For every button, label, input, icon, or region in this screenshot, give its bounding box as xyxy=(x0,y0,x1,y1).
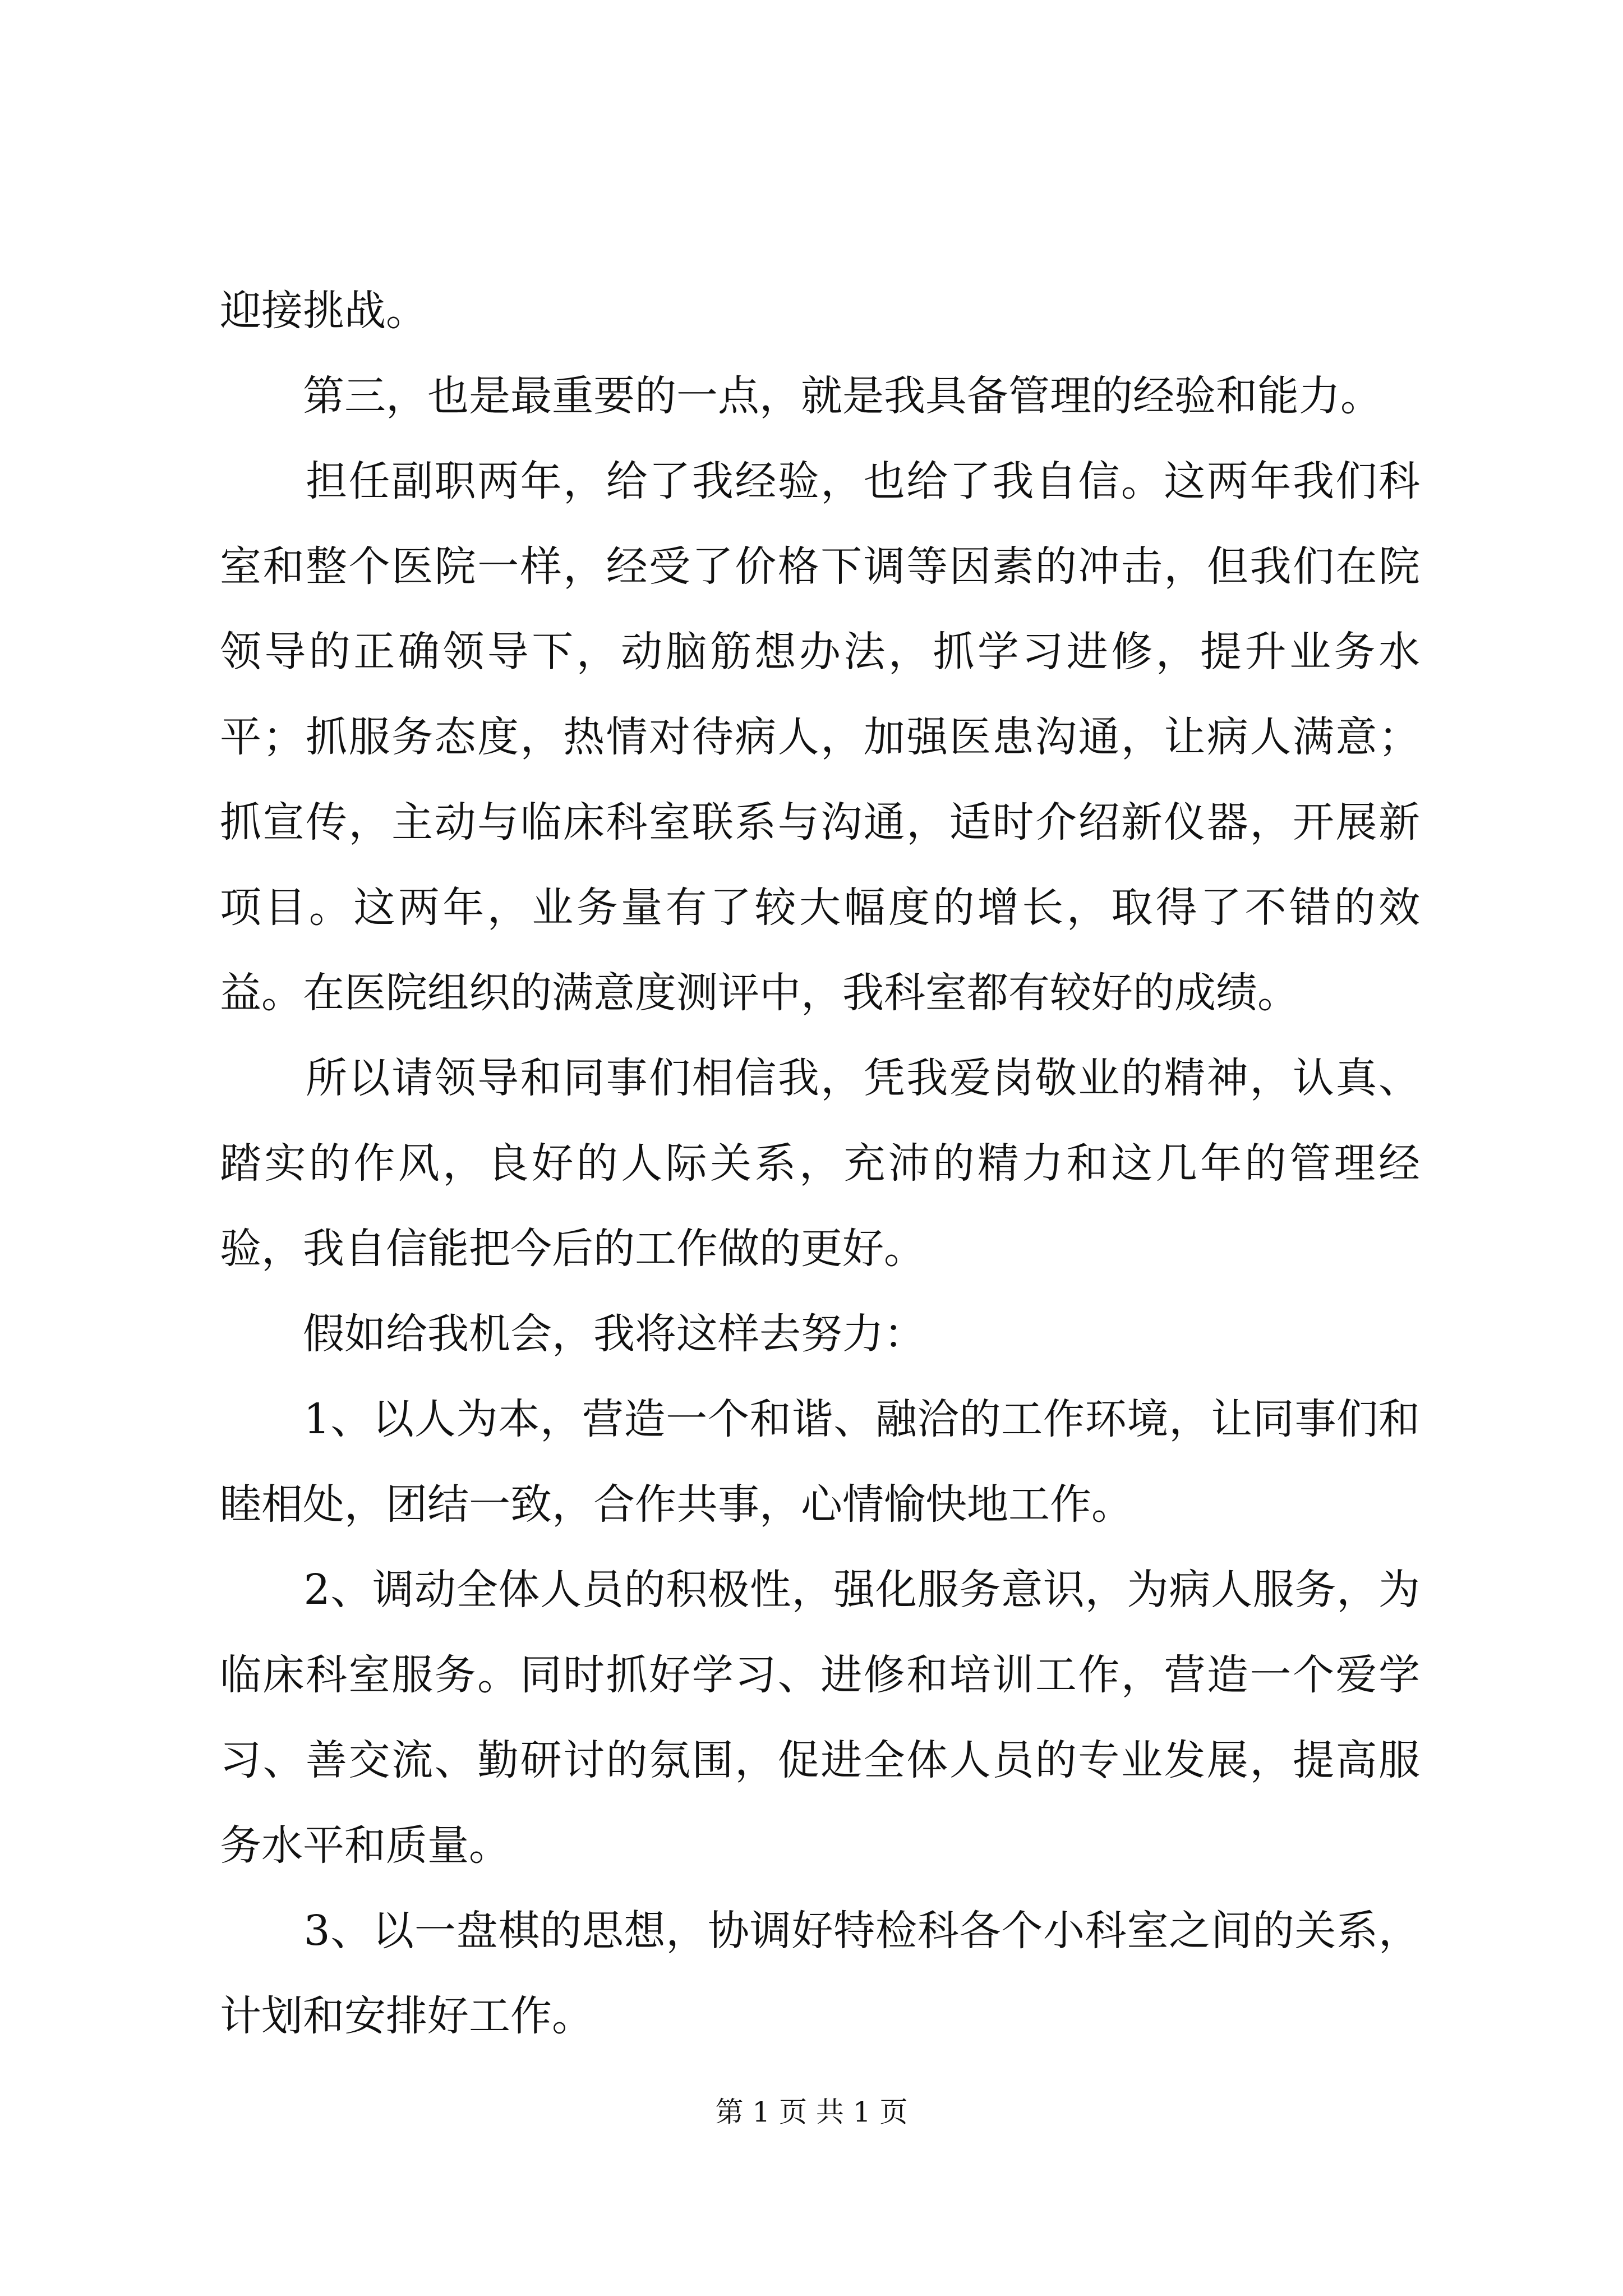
paragraph: 假如给我机会，我将这样去努力： xyxy=(220,1310,925,1358)
document-body xyxy=(220,268,1420,2059)
paragraph: 2、调动全体人员的积极性，强化服务意识，为病人服务，为临床科室服务。同时抓好学习、进修和培训工作，营造一个爱学习、善交流、勤研讨的氛围，促进全体人员的专业发展，提高服务水平和质量。 xyxy=(220,1566,1420,1870)
paragraph: 第三，也是最重要的一点，就是我具备管理的经验和能力。 xyxy=(220,372,1382,420)
paragraph: 1、以人为本，营造一个和谐、融洽的工作环境，让同事们和睦相处，团结一致，合作共事，心情愉快地工作。 xyxy=(220,1395,1420,1529)
paragraph: 担任副职两年，给了我经验，也给了我自信。这两年我们科室和整个医院一样，经受了价格下调等因素的冲击，但我们在院领导的正确领导下，动脑筋想办法，抓学习进修，提升业务水平；抓服务态度，热情对待病人，加强医患沟通，让病人满意；抓宣传，主动与临床科室联系与沟通，适时介绍新仪器，开展新项目。这两年，业务量有了较大幅度的增长，取得了不错的效益。在医院组织的满意度测评中，我科室都有较好的成绩。 xyxy=(220,457,1420,1017)
paragraph: 所以请领导和同事们相信我，凭我爱岗敬业的精神，认真、踏实的作风，良好的人际关系，充沛的精力和这几年的管理经验，我自信能把今后的工作做的更好。 xyxy=(220,1054,1420,1273)
paragraph: 迎接挑战。 xyxy=(220,287,427,335)
paragraph: 3、以一盘棋的思想，协调好特检科各个小科室之间的关系，计划和安排好工作。 xyxy=(220,1907,1420,2040)
page-footer: 第 1 页 共 1 页 xyxy=(715,2096,908,2128)
